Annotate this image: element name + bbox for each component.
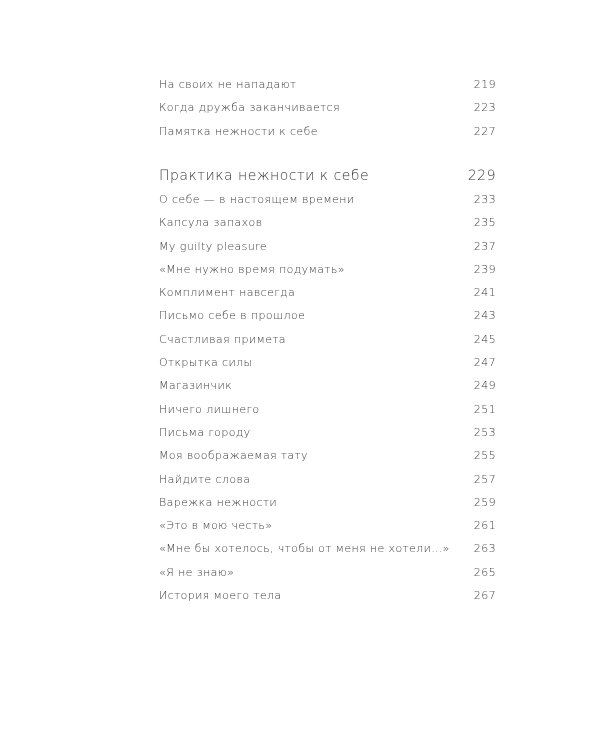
toc-entry[interactable] bbox=[159, 374, 496, 397]
toc-entry-page: 237 bbox=[473, 239, 496, 253]
toc-entry-title: Когда дружба заканчивается bbox=[159, 101, 340, 115]
toc-entry[interactable] bbox=[159, 584, 496, 607]
toc-section-heading[interactable] bbox=[159, 165, 496, 188]
toc-list-top bbox=[159, 73, 496, 143]
toc-section-title: Практика нежности к себе bbox=[159, 168, 370, 184]
toc-section-page: 229 bbox=[467, 168, 496, 184]
toc-entry-page: 245 bbox=[473, 332, 496, 346]
toc-entry-title: Письма городу bbox=[159, 425, 251, 439]
toc-entry-page: 247 bbox=[473, 356, 496, 370]
toc-entry[interactable] bbox=[159, 491, 496, 514]
toc-entry-title: Найдите слова bbox=[159, 472, 251, 486]
toc-entry[interactable] bbox=[159, 235, 496, 258]
toc-entry-title: Счастливая примета bbox=[159, 332, 286, 346]
toc-entry[interactable] bbox=[159, 281, 496, 304]
toc-entry-title: My guilty pleasure bbox=[159, 239, 267, 253]
toc-entry[interactable] bbox=[159, 211, 496, 234]
toc-entry-title: На своих не нападают bbox=[159, 78, 297, 91]
toc-entry-page: 249 bbox=[473, 379, 496, 393]
toc-entry-page: 241 bbox=[473, 286, 496, 300]
toc-entry-page: 257 bbox=[473, 472, 496, 486]
toc-entry-title: Магазинчик bbox=[159, 379, 233, 393]
toc-entry[interactable] bbox=[159, 258, 496, 281]
toc-entry-page: 259 bbox=[473, 495, 496, 509]
toc-list-section bbox=[159, 165, 496, 607]
toc-entry-title: «Мне бы хотелось, чтобы от меня не хотели…» bbox=[159, 542, 450, 556]
toc-entry-title: Ничего лишнего bbox=[159, 402, 260, 416]
toc-entry-title: О себе — в настоящем времени bbox=[159, 193, 355, 206]
toc-entry-title: Письмо себе в прошлое bbox=[159, 309, 306, 323]
toc-entry[interactable] bbox=[159, 73, 496, 96]
toc-entry[interactable] bbox=[159, 561, 496, 584]
toc-entry[interactable] bbox=[159, 398, 496, 421]
toc-entry-page: 253 bbox=[473, 425, 496, 439]
toc-entry-page: 261 bbox=[473, 519, 496, 533]
toc-entry-title: Комплимент навсегда bbox=[159, 286, 296, 300]
toc-entry-title: «Это в мою честь» bbox=[159, 519, 273, 533]
toc-entry-title: Капсула запахов bbox=[159, 216, 263, 230]
toc-entry[interactable] bbox=[159, 188, 496, 211]
toc-entry-page: 243 bbox=[473, 309, 496, 323]
toc-entry-page: 265 bbox=[473, 565, 496, 579]
toc-entry-title: Памятка нежности к себе bbox=[159, 124, 318, 138]
toc-entry-page: 219 bbox=[473, 78, 496, 91]
toc-entry-title: «Мне нужно время подумать» bbox=[159, 262, 345, 276]
toc-entry[interactable] bbox=[159, 304, 496, 327]
toc-entry[interactable] bbox=[159, 468, 496, 491]
toc-entry-page: 251 bbox=[473, 402, 496, 416]
toc-entry[interactable] bbox=[159, 421, 496, 444]
toc-entry[interactable] bbox=[159, 351, 496, 374]
toc-entry-page: 255 bbox=[473, 449, 496, 463]
toc-entry[interactable] bbox=[159, 537, 496, 560]
toc-entry-title: Варежка нежности bbox=[159, 495, 278, 509]
toc-entry[interactable] bbox=[159, 120, 496, 143]
toc-entry-page: 235 bbox=[473, 216, 496, 230]
toc-entry[interactable] bbox=[159, 444, 496, 467]
toc-entry[interactable] bbox=[159, 96, 496, 119]
toc-entry-page: 263 bbox=[473, 542, 496, 556]
toc-entry-page: 233 bbox=[473, 193, 496, 206]
toc-entry-title: «Я не знаю» bbox=[159, 565, 235, 579]
toc-entry-page: 267 bbox=[473, 589, 496, 603]
toc-entry-title: История моего тела bbox=[159, 589, 282, 603]
toc-entry-title: Открытка силы bbox=[159, 356, 253, 370]
toc-entry-title: Моя воображаемая тату bbox=[159, 449, 308, 463]
toc-entry[interactable] bbox=[159, 328, 496, 351]
toc-entry[interactable] bbox=[159, 514, 496, 537]
toc-entry-page: 227 bbox=[473, 124, 496, 138]
toc-entry-page: 223 bbox=[473, 101, 496, 115]
toc-entry-page: 239 bbox=[473, 262, 496, 276]
